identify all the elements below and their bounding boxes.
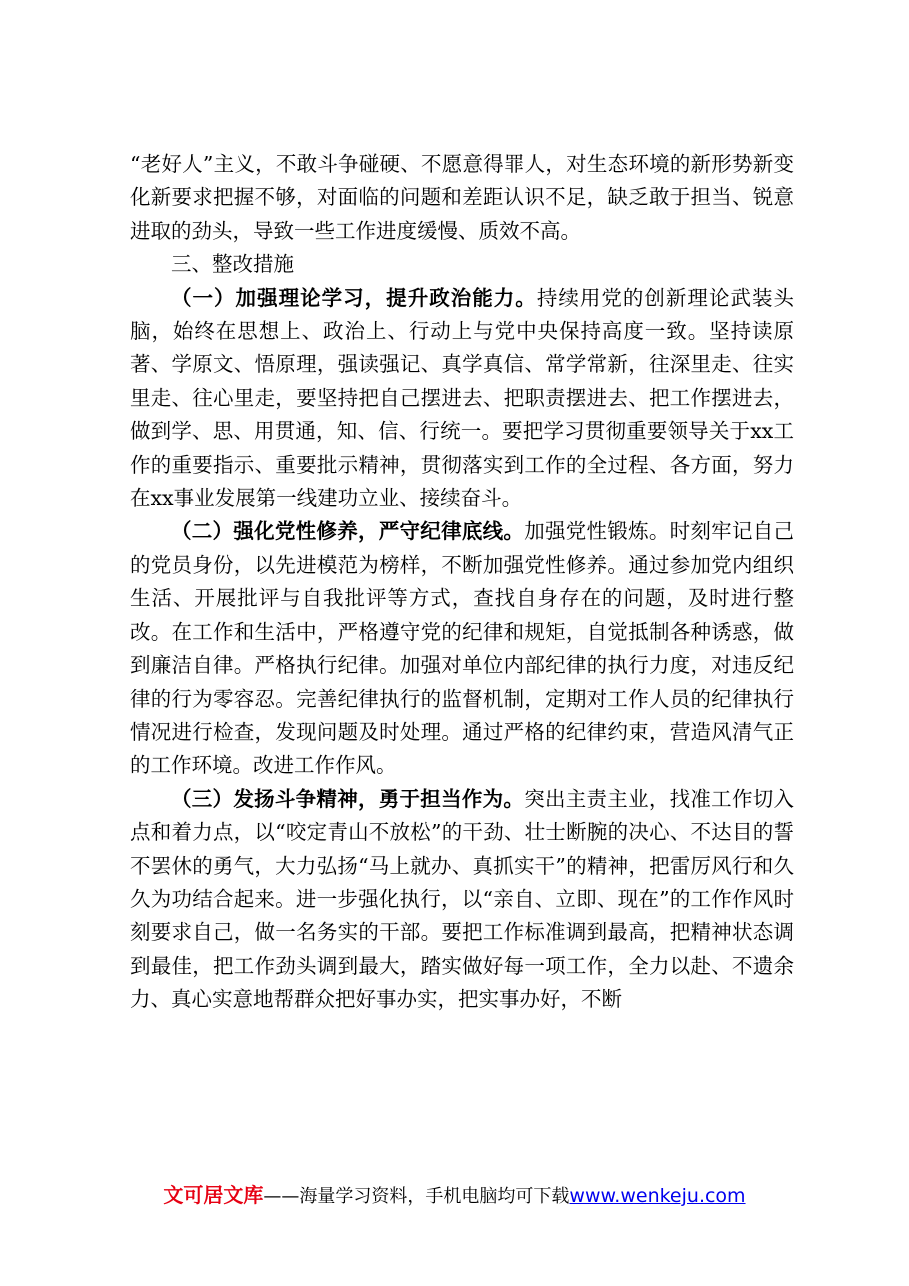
measure-item-2-lead: （二）强化党性修养，严守纪律底线。 (171, 519, 525, 544)
paragraph-continuation (130, 148, 794, 248)
footer-brand: 文可居文库 (163, 1183, 264, 1207)
measure-item-3-lead: （三）发扬斗争精神，勇于担当作为。 (171, 786, 525, 811)
paragraph-text: “老好人”主义，不敢斗争碰硬、不愿意得罪人，对生态环境的新形势新变化新要求把握不够，对面临的问题和差距认识不足，缺乏敢于担当、锐意进取的劲头，导致一些工作进度缓慢、质效不高。 (130, 152, 794, 243)
measure-item-3 (130, 783, 794, 1017)
measure-item-1 (130, 282, 794, 516)
measure-item-3-body: 突出主责主业，找准工作切入点和着力点，以“咬定青山不放松”的干劲、壮士断腕的决心、不达目的誓不罢休的勇气，大力弘扬“马上就办、真抓实干”的精神，把雷厉风行和久久为功结合起来。进一步强化执行，以“亲自、立即、现在”的工作作风时刻要求自己，做一名务实的干部。要把工作标准调到最高，把精神状态调到最佳，把工作劲头调到最大，踏实做好每一项工作，全力以赴、不遗余力、真心实意地帮群众把好事办实，把实事办好，不断 (130, 786, 795, 1012)
measure-item-2 (130, 515, 794, 782)
section-heading: 三、整改措施 (171, 252, 294, 277)
document-body (130, 148, 794, 1017)
page-footer (0, 1183, 909, 1209)
footer-slogan: ——海量学习资料，手机电脑均可下载 (263, 1186, 570, 1207)
measure-item-1-body: 持续用党的创新理论武装头脑，始终在思想上、政治上、行动上与党中央保持高度一致。坚持读原著、学原文、悟原理，强读强记、真学真信、常学常新，往深里走、往实里走、往心里走，要坚持把自己摆进去、把职责摆进去、把工作摆进去，做到学、思、用贯通，知、信、行统一。要把学习贯彻重要领导关于xx工作的重要指示、重要批示精神，贯彻落实到工作的全过程、各方面，努力在xx事业发展第一线建功立业、接续奋斗。 (130, 285, 795, 511)
measure-item-2-body: 加强党性锻炼。时刻牢记自己的党员身份，以先进模范为榜样，不断加强党性修养。通过参加党内组织生活、开展批评与自我批评等方式，查找自身存在的问题，及时进行整改。在工作和生活中，严格遵守党的纪律和规矩，自觉抵制各种诱惑，做到廉洁自律。严格执行纪律。加强对单位内部纪律的执行力度，对违反纪律的行为零容忍。完善纪律执行的监督机制，定期对工作人员的纪律执行情况进行检查，发现问题及时处理。通过严格的纪律约束，营造风清气正的工作环境。改进工作作风。 (130, 519, 795, 778)
footer-link[interactable]: www.wenkeju.com (569, 1185, 746, 1207)
measure-item-1-lead: （一）加强理论学习，提升政治能力。 (171, 285, 537, 310)
